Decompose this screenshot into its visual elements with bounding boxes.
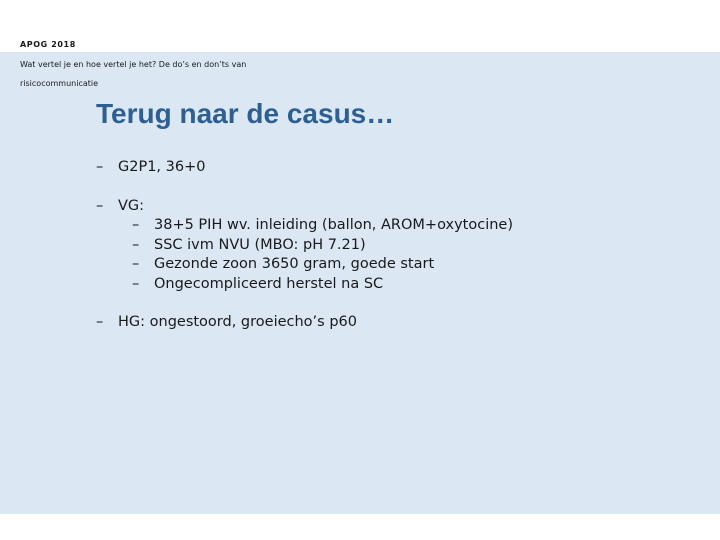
bullet-dash: – — [96, 314, 104, 330]
sub-list-item — [96, 275, 676, 295]
bullet-dash: – — [96, 159, 104, 175]
sub-list-item — [96, 236, 676, 256]
list-item — [96, 313, 676, 333]
bullet-dash: – — [132, 236, 140, 253]
bullet-dash: – — [132, 256, 140, 272]
bullet-text: Gezonde zoon 3650 gram, goede start — [154, 256, 435, 272]
list-item — [96, 158, 676, 178]
event-name: APOG 2018 — [20, 40, 76, 49]
bullet-text: VG: — [118, 197, 145, 214]
bullet-text: G2P1, 36+0 — [118, 159, 206, 175]
bullet-text: SSC ivm NVU (MBO: pH 7.21) — [154, 236, 366, 253]
slide-title: Terug naar de casus… — [96, 98, 395, 129]
bullet-text: Ongecompliceerd herstel na SC — [154, 275, 384, 292]
list-item — [96, 197, 676, 217]
sub-list-item — [96, 255, 676, 275]
sub-list-item — [96, 216, 676, 236]
presentation-subtitle: Wat vertel je en hoe vertel je het? De do’s en don’ts van risicocommunicatie — [20, 60, 247, 88]
bullet-dash: – — [132, 275, 140, 292]
bullet-text: HG: ongestoord, groeiecho’s p60 — [118, 314, 357, 330]
bullet-list — [96, 158, 676, 333]
bullet-text: 38+5 PIH wv. inleiding (ballon, AROM+oxytocine) — [154, 217, 513, 233]
bullet-dash: – — [96, 197, 104, 214]
bullet-dash: – — [132, 217, 140, 233]
header-strip — [0, 0, 720, 52]
